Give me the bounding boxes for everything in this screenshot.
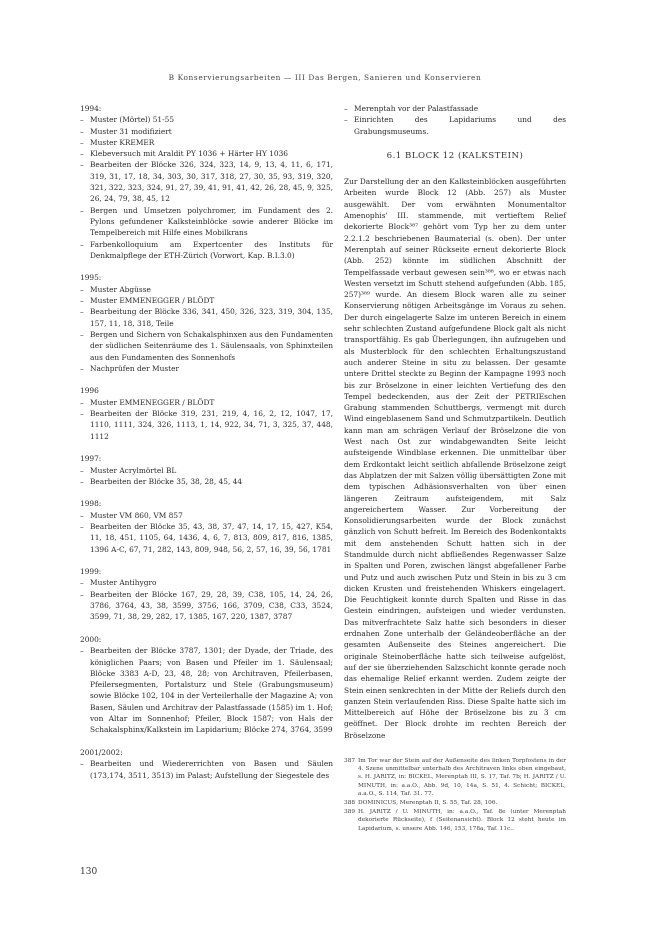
- block-spacer: [80, 487, 333, 498]
- list-item: – Bearbeiten der Blöcke 167, 29, 28, 39, C38, 105, 14, 24, 26, 3786, 3764, 43, 38, 3599, 3756, 166, 3709, C38, C33, 3524, 3599, 71, 38, 29, 282, 17, 1385, 167, 220, 1387, 3787: [80, 589, 333, 623]
- work-list: [80, 645, 333, 735]
- list-item: – Bergen und Umsetzen polychromer, im Fundament des 2. Pylons gefundener Kalksteinblöcke sowie anderer Blöcke im Tempelbereich mit Hilfe eines Mobilkrans: [80, 205, 333, 239]
- list-item: – Bearbeiten der Blöcke 35, 43, 38, 37, 47, 14, 17, 15, 427, K54, 11, 18, 451, 1105, 64, 1436, 4, 6, 7, 813, 809, 817, 816, 1385, 1396 A-C, 67, 71, 282, 143, 809, 948, 56, 2, 57, 16, 39, 56, 1781: [80, 521, 333, 555]
- footnotes: [344, 757, 566, 834]
- footnote-text: Im Tor war der Stein auf der Außenseite des linken Torpfostens in der 4. Szene unmittelbar unterhalb des Architraven links oben eingebaut, s. H. JARITZ, in: BICKEL, Merenptah III, S. 17, Taf. 7b; H. JARITZ / U. MINUTH, in: a.a.O., Abb. 9d, 10, 14a, S. 51, 4. Schicht; BICKEL, a.a.O., S. 114, Taf. 31. 77.: [358, 758, 566, 797]
- list-item: – Bearbeiten der Blöcke 319, 231, 219, 4, 16, 2, 12, 1047, 17, 1110, 1111, 324, 326, 1113, 1, 14, 922, 34, 71, 3, 325, 37, 448, 1112: [80, 408, 333, 442]
- left-column: [80, 103, 333, 781]
- year-heading: 2001/2002:: [80, 747, 123, 757]
- list-item: – Muster Abgüsse: [80, 284, 333, 295]
- list-item: – Bearbeiten der Blöcke 3787, 1301; der Dyade, der Triade, des königlichen Paars; von Basen und Pfeiler im 1. Säulensaal; Blöcke 3383 A-D, 23, 48, 28; von Architraven, Pfeilerbasen, Pfeilersegmenten, Portalsturz und Stele (Grabungsmuseum) sowie Blöcke 102, 104 in der Verteilerhalle der Magazine A; von Basen, Säulen und Architrav der Palastfassade (1585) im 1. Hof; von Altar im Sonnenhof; Pfeiler, Block 1587; von Hals der Schakalsphinx/Kalkstein im Lapidarium; Blöcke 274, 3764, 3599: [80, 645, 333, 735]
- year-heading: 1999:: [80, 567, 102, 577]
- right-column: [344, 103, 566, 741]
- work-list: [80, 114, 333, 261]
- year-heading: 2000:: [80, 634, 102, 644]
- list-item: – Nachprüfen der Muster: [80, 363, 333, 374]
- block-spacer: [80, 261, 333, 272]
- block-spacer: [80, 442, 333, 453]
- list-item: – Muster EMMENEGGER / BLÖDT: [80, 397, 333, 408]
- footnote-text: H. JARITZ / U. MINUTH, in: a.a.O., Taf. 8e (unter Merenptah dekorierte Rückseite), f (Seitenansicht). Block 12 steht heute im Lapidarium, s. unsere Abb. 146, 153, 178a, Taf. 11c..: [358, 809, 566, 832]
- running-head: B Konservierungsarbeiten — III Das Bergen, Sanieren und Konservieren: [168, 73, 482, 82]
- list-item: – Bearbeiten der Blöcke 35, 38, 28, 45, 44: [80, 476, 333, 487]
- list-item: – Muster VM 860, VM 857: [80, 510, 333, 521]
- list-item: – Merenptah vor der Palastfassade: [344, 103, 566, 114]
- list-item: – Klebeversuch mit Araldit PY 1036 + Härter HY 1036: [80, 148, 333, 159]
- section-heading: 6.1 BLOCK 12 (KALKSTEIN): [386, 150, 524, 161]
- block-spacer: [80, 374, 333, 385]
- footnote-text: DOMINICUS, Merenptah II, S. 55, Taf. 28, 106.: [358, 800, 498, 807]
- footnote-number: 389: [344, 809, 356, 816]
- list-item: – Muster KREMER: [80, 137, 333, 148]
- footnote-number: 388: [344, 800, 356, 807]
- work-list: [80, 577, 333, 622]
- list-item: – Bearbeiten der Blöcke 326, 324, 323, 14, 9, 13, 4, 11, 6, 171, 319, 31, 17, 18, 34, 303, 30, 317, 318, 27, 30, 35, 93, 319, 320, 321, 322, 323, 324, 91, 27, 39, 41, 91, 41, 42, 26, 28, 45, 9, 325, 26, 24, 79, 38, 45, 12: [80, 159, 333, 204]
- list-item: – Einrichten des Lapidariums und des Grabungsmuseums.: [344, 114, 566, 137]
- list-item: – Bearbeitung der Blöcke 336, 341, 450, 326, 323, 319, 304, 135, 157, 11, 18, 318, Teile: [80, 306, 333, 329]
- work-list: [80, 510, 333, 555]
- year-heading: 1998:: [80, 499, 102, 509]
- footnote: [344, 799, 566, 807]
- footnote: [344, 808, 566, 833]
- list-item: – Muster Acrylmörtel BL: [80, 465, 333, 476]
- year-heading: 1994:: [80, 104, 102, 113]
- work-list: [80, 397, 333, 442]
- list-item: – Farbenkolloquium am Expertcenter des Instituts für Denkmalpflege der ETH-Zürich (Vorwort, Kap. B.I.3.0): [80, 239, 333, 262]
- year-heading: 1996: [80, 386, 99, 396]
- work-list: [80, 758, 333, 781]
- list-item: – Bergen und Sichern von Schakalsphinxen aus den Fundamenten der südlichen Seitenräume des 1. Säulensaals, von Sphinxteilen aus den Fundamenten des Sonnenhofs: [80, 329, 333, 363]
- continued-list: [344, 103, 566, 137]
- year-heading: 1995:: [80, 273, 102, 283]
- body-paragraph: Zur Darstellung der an den Kalksteinblöcken ausgeführten Arbeiten wurde Block 12 (Abb. 257) als Muster ausgewählt. Der vom erwähnten Monumentaltor Amenophis' III. stammende, mit vertieftem Relief dekorierte Block³⁸⁷ gehört vom Typ her zu dem unter 2.2.1.2 beschriebenen Baumaterial (s. oben). Der unter Merenptah auf seiner Rückseite erneut dekorierte Block (Abb. 252) könnte im südlichen Abschnitt der Tempelfassade verbaut gewesen sein³⁸⁸, wo er etwas nach Westen versetzt im Schutt stehend aufgefunden (Abb. 185, 257)³⁸⁹ wurde. An diesem Block waren alle zu seiner Konservierung nötigen Arbeitsgänge im Voraus zu sehen. Der durch eingelagerte Salze im unteren Bereich in einem sehr schlechten Zustand aufgefundene Block galt als nicht transportfähig. Es gab Überlegungen, ihn aufzugeben und als Musterblock für den schlechten Erhaltungszustand auch anderer Steine in situ zu belassen. Der gesamte untere Drittel steckte zu Beginn der Kampagne 1993 noch bis zur Bröselzone in einer leichten Vertiefung des den Tempel bedeckenden, aus der Zeit der PETRIEschen Grabung stammenden Schuttbergs, vermengt mit durch Wind eingeblasenem Sand und Schmutzpartikeln. Deutlich kann man am schrägen Verlauf der Bröselzone die von West nach Ost zur windabgewandten Seite leicht aufsteigende Windblase erkennen. Die unmittelbar über dem Erdkontakt leicht seitlich abfallende Bröselzone zeigt das Abplatzen der mit Salzen völlig übersättigten Zone mit dem typischen Adhäsionsverhalten von über einen längeren Zeitraum aufsteigendem, mit Salz angereichertem Wasser. Zur Vorbereitung der Konsolidierungsarbeiten wurde der Block zunächst gänzlich von Schutt befreit. Im Bereich des Bodenkontakts mit dem anstehenden Schutt hatten sich in der Standmulde durch nicht abfließendes Regenwasser Salze in Spalten und Poren, zwischen längst abgefallener Farbe und Putz und auch zwischen Putz und Stein in bis zu 3 cm dicken Krusten und freistehenden Whiskers eingelagert. Die Feuchtigkeit konnte durch Spalten und Risse in das Gestein eindringen, aufsteigen und wieder verdunsten. Das mitverfrachtete Salz hatte sich besonders in dieser erdnahen Zone unterhalb der Geländeoberfläche an der gesamten Außenseite des Steines angereichert. Die originale Steinoberfläche hatte sich teilweise aufgelöst, auf der sie überziehenden Salzschicht konnte gerade noch das ehemalige Relief erkannt werden. Zudem zeigte der Stein einen senkrechten in der Mitte der Reliefs durch den ganzen Stein verlaufenden Riss. Diese Spalte hatte sich im Mittelbereich auf Höhe der Bröselzone bis zu 3 cm geöffnet. Der Block drohte im rechten Bereich der Bröselzone: [344, 177, 566, 740]
- footnote-number: 387: [344, 758, 356, 764]
- list-item: – Muster (Mörtel) 51-55: [80, 114, 333, 125]
- list-item: – Muster 31 modifiziert: [80, 126, 333, 137]
- page-number: 130: [80, 867, 98, 877]
- list-item: – Muster EMMENEGGER / BLÖDT: [80, 295, 333, 306]
- list-item: – Muster Antihygro: [80, 577, 333, 588]
- block-spacer: [80, 623, 333, 634]
- year-heading: 1997:: [80, 454, 102, 464]
- work-list: [80, 465, 333, 488]
- work-list: [80, 284, 333, 374]
- block-spacer: [80, 555, 333, 566]
- block-spacer: [80, 736, 333, 747]
- footnote: [344, 757, 566, 798]
- list-item: – Bearbeiten und Wiedererrichten von Basen und Säulen (173,174, 3511, 3513) im Palast; Aufstellung der Siegestele des: [80, 758, 333, 781]
